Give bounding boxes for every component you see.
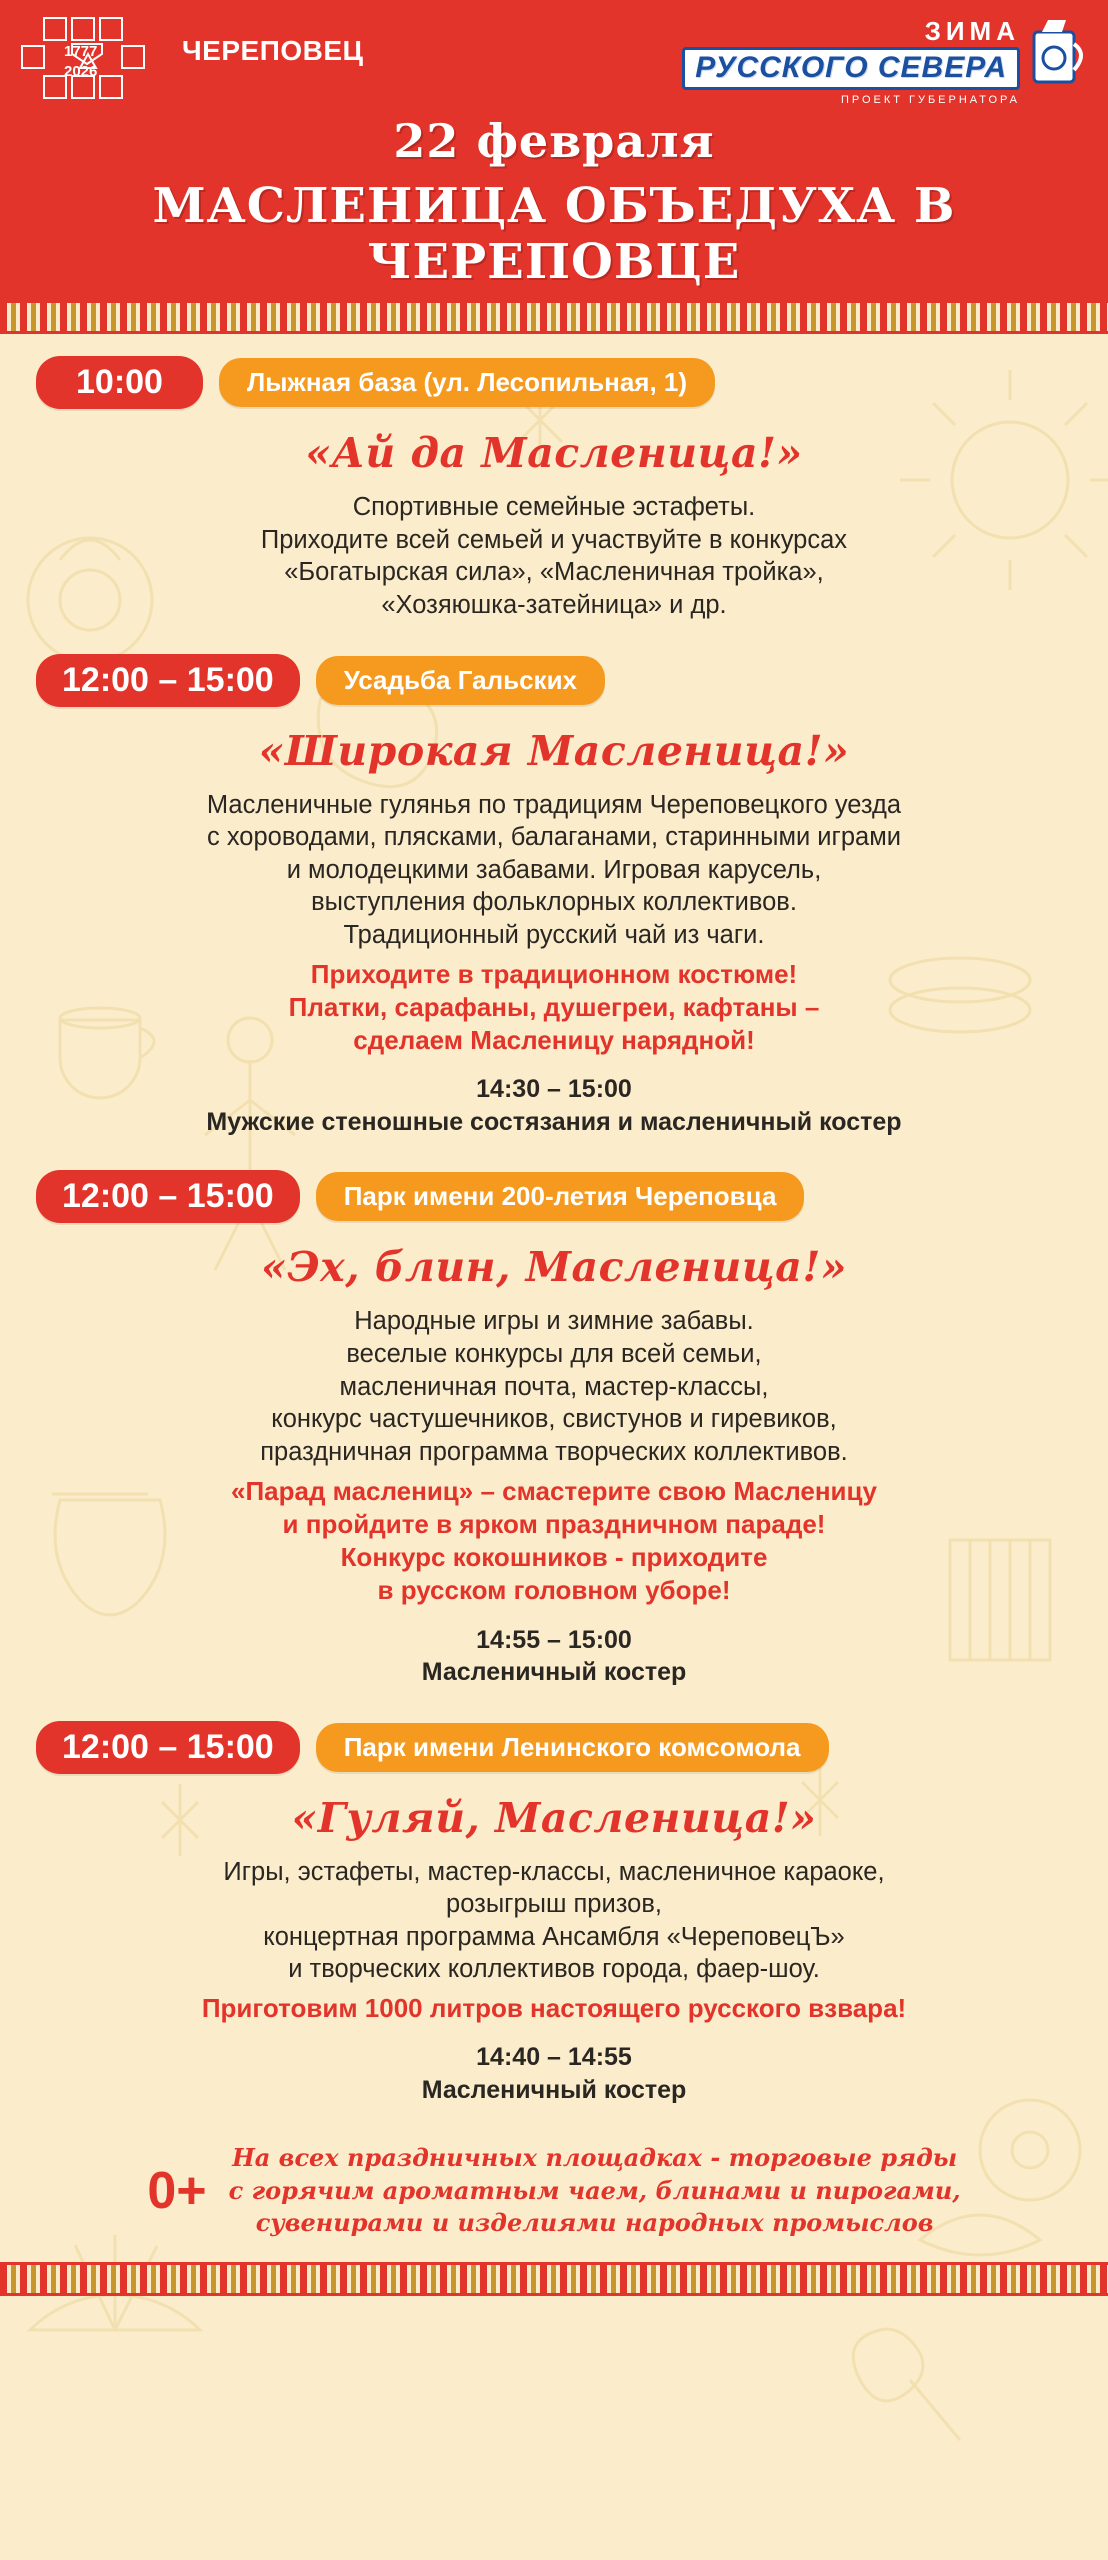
highlight-line: Платки, сарафаны, душегреи, кафтаны – <box>288 991 820 1022</box>
desc-line: праздничная программа творческих коллективов. <box>260 1437 848 1466</box>
desc-line: выступления фольклорных коллективов. <box>311 888 797 917</box>
ornament-strip-bottom <box>0 2262 1108 2296</box>
highlight-line: Приготовим 1000 литров настоящего русского взвара! <box>201 1993 907 2024</box>
highlight-line: в русском головном уборе! <box>377 1575 731 1606</box>
subtime-line: 14:55 – 15:00 <box>476 1625 632 1654</box>
desc-line: конкурс частушечников, свистунов и гиревиков, <box>271 1405 837 1434</box>
highlight-line: сделаем Масленицу нарядной! <box>353 1025 755 1056</box>
poster-title-block <box>0 114 1108 290</box>
highlight-line: Приходите в традиционном костюме! <box>310 958 798 989</box>
event-place-badge: Парк имени 200-летия Череповца <box>316 1172 805 1221</box>
event-description <box>36 789 1072 952</box>
desc-line: Масленичные гулянья по традициям Череповецкого уезда <box>206 790 902 819</box>
project-logo-text <box>682 18 1020 106</box>
header-top-row <box>0 0 1108 112</box>
highlight-line: Конкурс кокошников - приходите <box>340 1542 768 1573</box>
event-place-badge: Усадьба Гальских <box>316 656 605 705</box>
event-header <box>36 356 1072 409</box>
footer-note <box>229 2142 961 2239</box>
event-time-badge: 12:00 – 15:00 <box>36 1721 300 1774</box>
poster-title: МАСЛЕНИЦА ОБЪЕДУХА В ЧЕРЕПОВЦЕ <box>152 178 956 290</box>
subtime-line: 14:30 – 15:00 <box>476 1075 632 1104</box>
svg-text:2026: 2026 <box>64 63 98 80</box>
desc-line: Спортивные семейные эстафеты. <box>352 493 756 521</box>
subtime-line: Мужские стеношные состязания и масленичный костер <box>206 1107 902 1136</box>
event-title: «Эх, блин, Масленица!» <box>261 1243 847 1292</box>
event-description <box>36 1856 1072 1987</box>
event-time-badge: 10:00 <box>36 356 203 409</box>
age-rating-badge: 0+ <box>147 2161 207 2220</box>
project-season-label: ЗИМА <box>924 16 1020 46</box>
desc-line: «Богатырская сила», «Масленичная тройка», <box>284 558 824 587</box>
event-time-badge: 12:00 – 15:00 <box>36 654 300 707</box>
poster-header <box>0 0 1108 300</box>
project-subtitle: ПРОЕКТ ГУБЕРНАТОРА <box>840 94 1020 106</box>
desc-line: Игры, эстафеты, мастер-классы, масленичное караоке, <box>223 1857 885 1886</box>
event-item <box>0 334 1108 632</box>
city-emblem-block <box>18 14 363 106</box>
event-highlight <box>36 1992 1072 2025</box>
desc-line: Народные игры и зимние забавы. <box>354 1307 754 1336</box>
event-title: «Широкая Масленица!» <box>258 726 850 775</box>
cheropovets-emblem-icon <box>18 14 170 106</box>
highlight-line: и пройдите в ярком праздничном параде! <box>282 1508 826 1539</box>
event-subtime <box>36 1624 1072 1689</box>
desc-line: розыгрыш призов, <box>446 1890 662 1919</box>
subtime-line: Масленичный костер <box>421 2075 687 2104</box>
footer-line: сувенирами и изделиями народных промыслов <box>255 2208 934 2238</box>
event-highlight <box>36 958 1072 1058</box>
subtime-line: 14:40 – 14:55 <box>476 2043 632 2072</box>
desc-line: веселые конкурсы для всей семьи, <box>346 1340 762 1369</box>
event-place-badge: Парк имени Ленинского комсомола <box>316 1723 829 1772</box>
desc-line: и творческих коллективов города, фаер-шоу. <box>288 1955 820 1984</box>
event-title: «Гуляй, Масленица!» <box>291 1793 817 1842</box>
project-title: РУССКОГО СЕВЕРА <box>682 47 1020 90</box>
project-logo <box>682 14 1090 106</box>
event-item <box>0 1699 1108 2117</box>
desc-line: «Хозяюшка-затейница» и др. <box>381 590 727 619</box>
event-description <box>36 1305 1072 1468</box>
event-time-badge: 12:00 – 15:00 <box>36 1170 300 1223</box>
highlight-line: «Парад маслениц» – смастерите свою Масленицу <box>231 1475 877 1506</box>
footer-line: На всех праздничных площадках - торговые ряды <box>232 2143 958 2173</box>
svg-text:1777: 1777 <box>64 43 98 60</box>
desc-line: с хороводами, плясками, балаганами, старинными играми <box>206 823 901 852</box>
poster-footer <box>0 2116 1108 2261</box>
desc-line: масленичная почта, мастер-классы, <box>339 1372 769 1401</box>
event-header <box>36 654 1072 707</box>
desc-line: Приходите всей семьей и участвуйте в конкурсах <box>260 525 848 554</box>
event-title: «Ай да Масленица!» <box>305 429 803 477</box>
city-name: ЧЕРЕПОВЕЦ <box>182 35 364 66</box>
tea-cup-icon <box>1028 18 1090 90</box>
desc-line: концертная программа Ансамбля «ЧереповецЪ» <box>263 1922 845 1951</box>
poster-date: 22 февраля <box>393 114 715 168</box>
event-header <box>36 1170 1072 1223</box>
ornament-strip-top <box>0 300 1108 334</box>
event-description <box>36 491 1072 622</box>
event-header <box>36 1721 1072 1774</box>
event-highlight <box>36 1475 1072 1608</box>
event-place-badge: Лыжная база (ул. Лесопильная, 1) <box>219 358 715 407</box>
subtime-line: Масленичный костер <box>421 1658 687 1687</box>
footer-line: с горячим ароматным чаем, блинами и пирогами, <box>228 2175 961 2205</box>
event-subtime <box>36 2041 1072 2106</box>
events-list <box>0 334 1108 2116</box>
desc-line: и молодецкими забавами. Игровая карусель, <box>286 855 822 884</box>
event-subtime <box>36 1073 1072 1138</box>
event-item <box>0 1148 1108 1698</box>
event-item <box>0 632 1108 1149</box>
desc-line: Традиционный русский чай из чаги. <box>343 921 765 949</box>
